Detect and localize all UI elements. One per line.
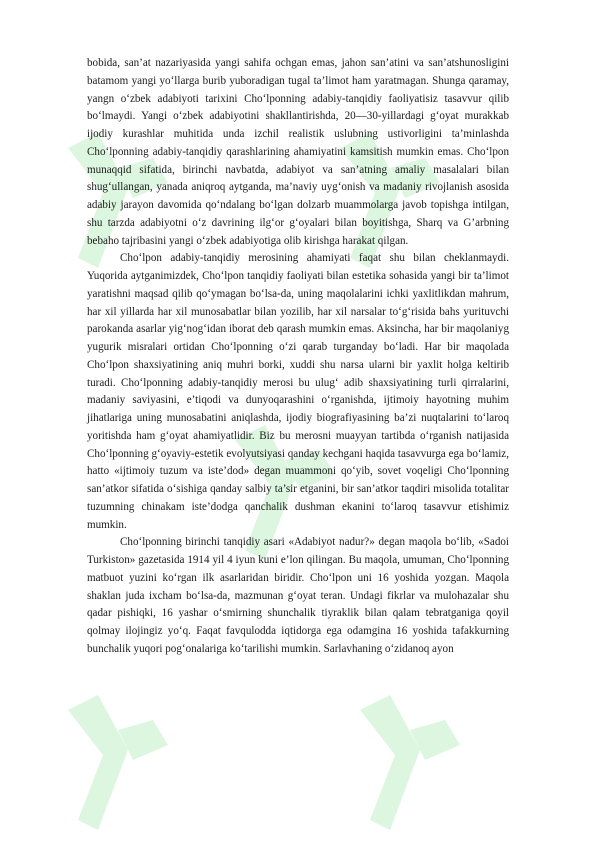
- body-text: [87, 55, 509, 659]
- watermark-logo: [58, 690, 178, 840]
- watermark-logo: [350, 690, 470, 840]
- paragraph-3: Cho‘lponning birinchi tanqidiy asari «Adabiyot nadur?» degan maqola bo‘lib, «Sadoi Turkiston» gazetasida 1914 yil 4 iyun kuni e’lon qilingan. Bu maqola, umuman, Cho‘lponning matbuot yuzini ko‘rgan ilk asarlaridan biridir. Cho‘lpon uni 16 yoshida yozgan. Maqola shaklan juda ixcham bo‘lsa-da, mazmunan g‘oyat teran. Undagi fikrlar va mulohazalar shu qadar pishiqki, 16 yashar o‘smirning shunchalik tiyraklik bilan qalam tebratganiga qoyil qolmay ilojingiz yo‘q. Faqat favqulodda iqtidorga ega odamgina 16 yoshida tafakkurning bunchalik yuqori pog‘onalariga ko‘tarilishi mumkin. Sarlavhaning o‘zidanoq ayon: [87, 536, 509, 655]
- paragraph-2: Cho‘lpon adabiy-tanqidiy merosining ahamiyati faqat shu bilan cheklanmaydi. Yuqorida aytganimizdek, Cho‘lpon tanqidiy faoliyati bilan estetika sohasida yangi bir ta’limot yaratishni maqsad qilib qo‘ymagan bo‘lsa-da, uning maqolalarini ichki yaxlitlikdan mahrum, har xil yillarda har xil munosabatlar bilan yozilib, har xil narsalar to‘g‘risida bahs yurituvchi parokanda asarlar yig‘nog‘idan iborat deb qarash mumkin emas. Aksincha, har bir maqolaniyg yugurik misralari ortidan Cho‘lponning o‘zi qarab turganday bo‘ladi. Har bir maqolada Cho‘lpon shaxsiyatining aniq muhri borki, xuddi shu narsa ularni bir yaxlit holga keltirib turadi. Cho‘lponning adabiy-tanqidiy merosi bu ulug‘ adib shaxsiyatining turli qirralarini, madaniy saviyasini, e’tiqodi va dunyoqarashini o‘rganishda, ijtimoiy hayotning muhim jihatlariga uning munosabatini aniqlashda, ijodiy biografiyasining ba’zi nuqtalarini to‘laroq yoritishda ham g‘oyat ahamiyatlidir. Biz bu merosni muayyan tartibda o‘rganish natijasida Cho‘lponning g‘oyaviy-estetik evolyutsiyasi qanday kechgani haqida tasavvurga ega bo‘lamiz, hatto «ijtimoiy tuzum va iste’dod» degan muammoni qo‘yib, sovet voqeligi Cho‘lponning san’atkor sifatida o‘sishiga qanday salbiy ta’sir etganini, bir san’atkor taqdiri misolida totalitar tuzumning chinakam iste’dodga qanchalik dushman ekanini to‘laroq tasavvur etishimiz mumkin.: [87, 252, 509, 531]
- paragraph-1: bobida, san’at nazariyasida yangi sahifa ochgan emas, jahon san’atini va san’atshunosligini batamom yangi yo‘llarga burib yuboradigan tugal ta’limot ham yaratmagan. Shunga qaramay, yangn o‘zbek adabiyoti tarixini Cho‘lponning adabiy-tanqidiy faoliyatisiz tasavvur qilib bo‘lmaydi. Yangi o‘zbek adabiyotini shakllantirishda, 20—30-yillardagi g‘oyat murakkab ijodiy kurashlar muhitida unda izchil realistik uslubning ustivorligini ta’minlashda Cho‘lponning adabiy-tanqidiy qarashlarining ahamiyatini kamsitish mumkin emas. Cho‘lpon munaqqid sifatida, birinchi navbatda, adabiyot va san’atning amaliy masalalari bilan shug‘ullangan, yanada aniqroq aytganda, ma’naviy uyg‘onish va madaniy rivojlanish asosida adabiy jarayon davomida qo‘ndalang bo‘lgan dolzarb muammolarga javob topishga intilgan, shu tarzda adabiyotni o‘z davrining ilg‘or g‘oyalari bilan boyitishga, Sharq va G’arbning bebaho tajribasini yangi o‘zbek adabiyotiga olib kirishga harakat qilgan.: [87, 57, 509, 247]
